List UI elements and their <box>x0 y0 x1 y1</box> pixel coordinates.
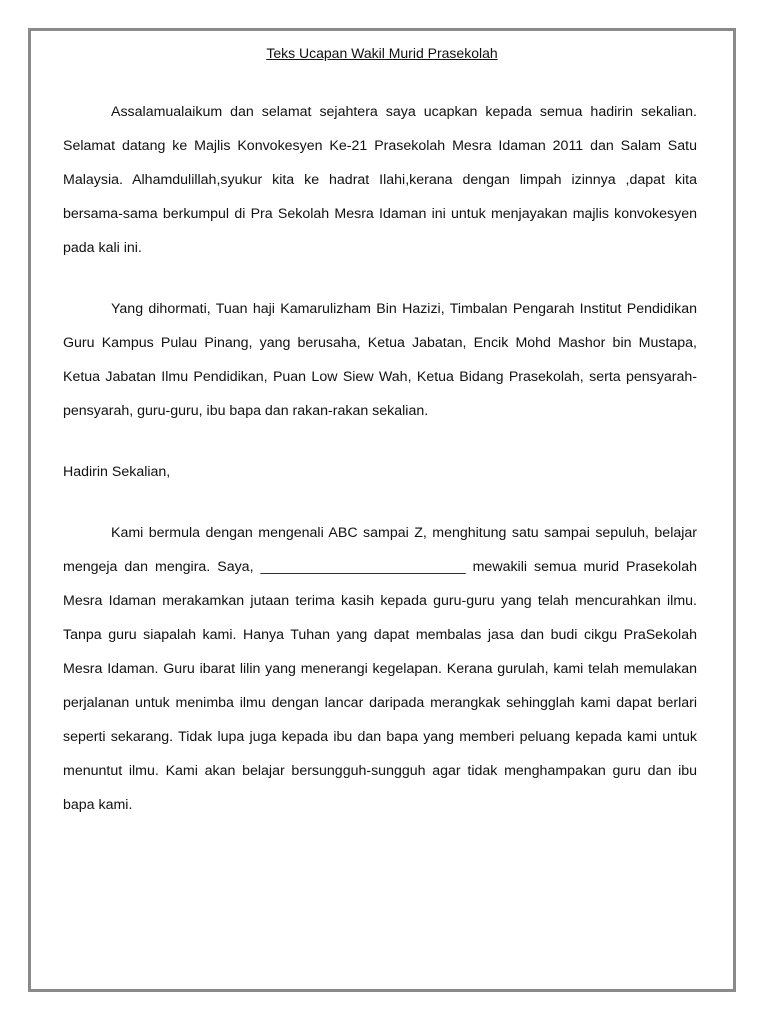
salutation-line: Hadirin Sekalian, <box>63 464 171 480</box>
paragraph-acknowledgements: Yang dihormati, Tuan haji Kamarulizham Bin Hazizi, Timbalan Pengarah Institut Pendidikan Guru Kampus Pulau Pinang, yang berusaha, Ketua Jabatan, Encik Mohd Mashor bin Mustapa, Ketua Jabatan Ilmu Pendidikan, Puan Low Siew Wah, Ketua Bidang Prasekolah, serta pensyarah-pensyarah, guru-guru, ibu bapa dan rakan-rakan sekalian. <box>63 301 697 419</box>
paragraph-greeting: Assalamualaikum dan selamat sejahtera saya ucapkan kepada semua hadirin sekalian. Selamat datang ke Majlis Konvokesyen Ke-21 Prasekolah Mesra Idaman 2011 dan Salam Satu Malaysia. Alhamdulillah,syukur kita ke hadrat Ilahi,kerana dengan limpah izinnya ,dapat kita bersama-sama berkumpul di Pra Sekolah Mesra Idaman ini untuk menjayakan majlis konvokesyen pada kali ini. <box>63 104 697 256</box>
paragraph-thanks: Kami bermula dengan mengenali ABC sampai Z, menghitung satu sampai sepuluh, belajar mengeja dan mengira. Saya, __________________________ mewakili semua murid Prasekolah Mesra Idaman merakamkan jutaan terima kasih kepada guru-guru yang telah mencurahkan ilmu. Tanpa guru siapalah kami. Hanya Tuhan yang dapat membalas jasa dan budi cikgu PraSekolah Mesra Idaman. Guru ibarat lilin yang menerangi kegelapan. Kerana gurulah, kami telah memulakan perjalanan untuk menimba ilmu dengan lancar daripada merangkak sehingglah kami dapat berlari seperti sekarang. Tidak lupa juga kepada ibu dan bapa yang memberi peluang kepada kami untuk menuntut ilmu. Kami akan belajar bersungguh-sungguh agar tidak menghampakan guru dan ibu bapa kami. <box>63 525 697 813</box>
document-title: Teks Ucapan Wakil Murid Prasekolah <box>266 45 498 61</box>
document-body <box>63 43 697 849</box>
